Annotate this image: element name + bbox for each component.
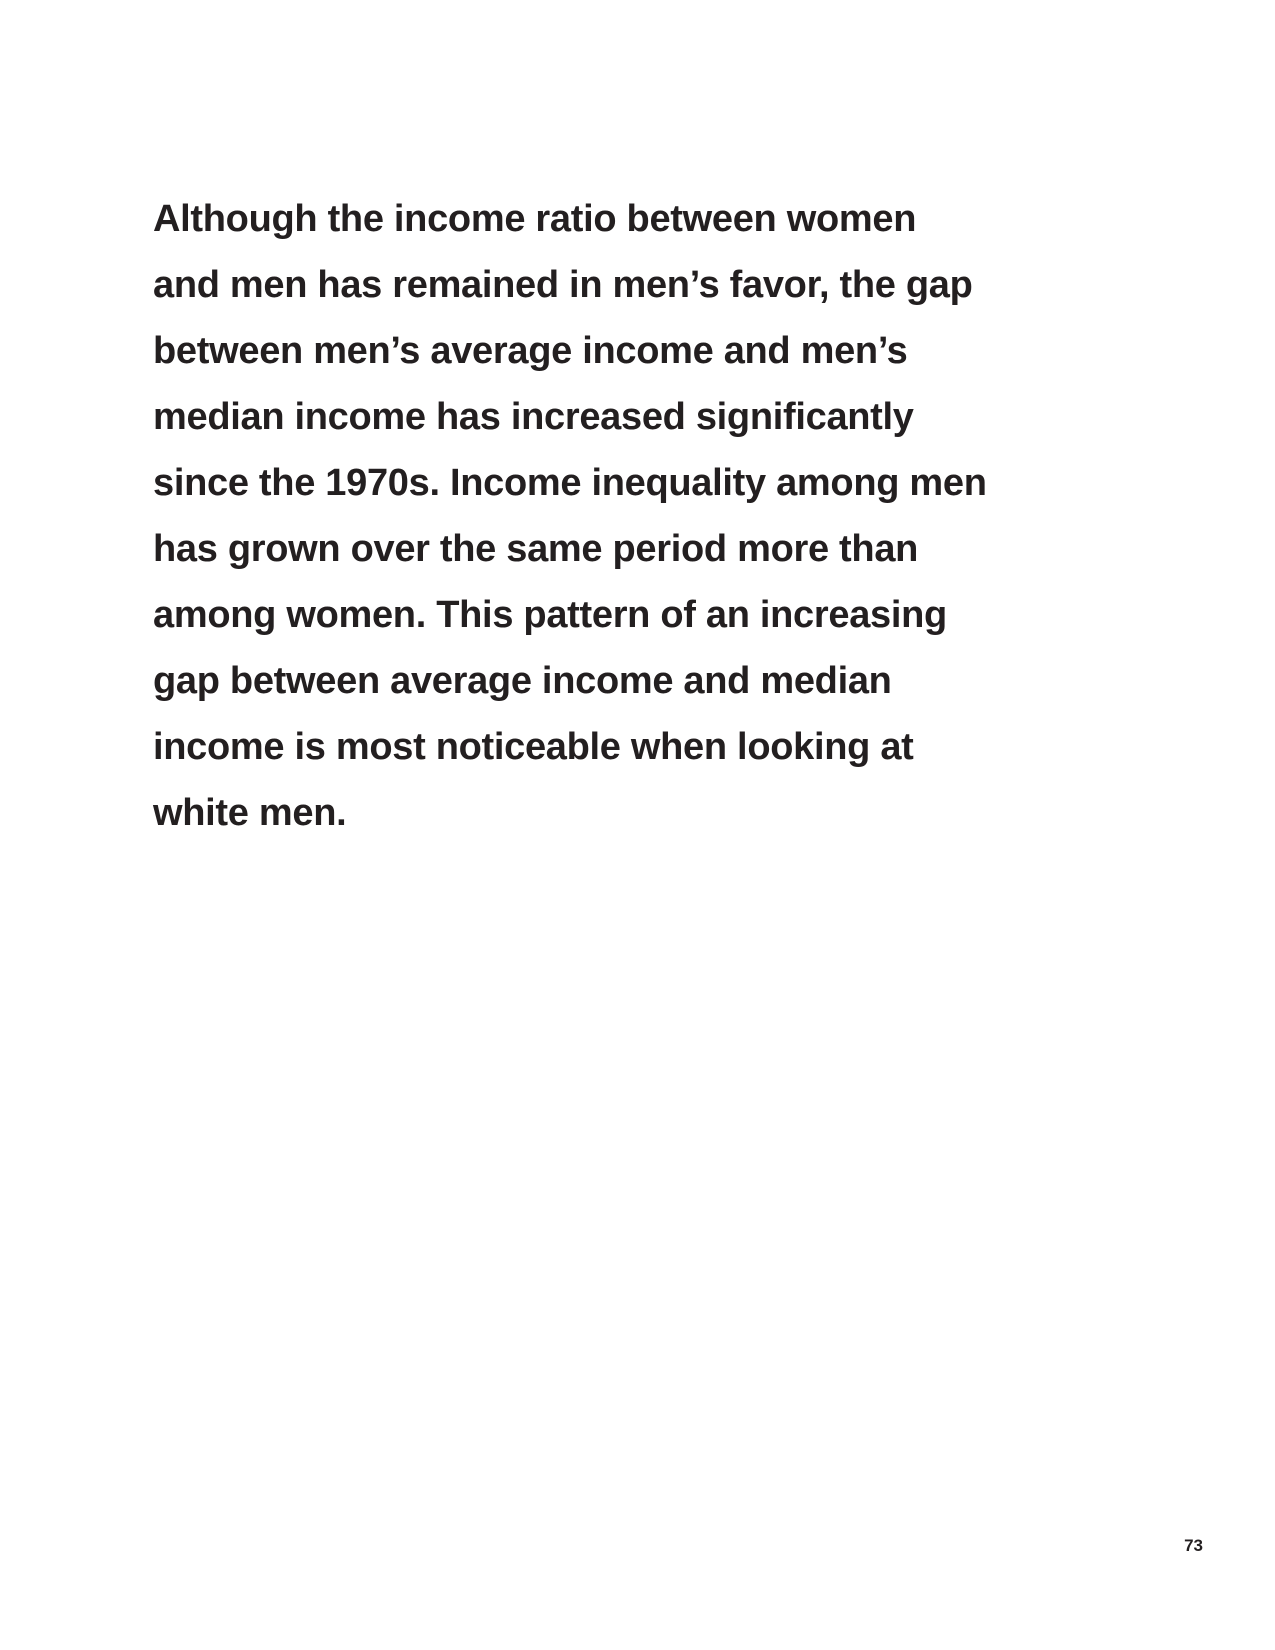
paragraph-line-3: between men’s average income and men’s <box>153 330 908 372</box>
paragraph-line-4: median income has increased significantly <box>153 396 914 438</box>
paragraph-line-6: has grown over the same period more than <box>153 528 919 570</box>
paragraph-line-10: white men. <box>153 792 347 834</box>
body-paragraph <box>153 186 1053 846</box>
paragraph-line-9: income is most noticeable when looking at <box>153 726 914 768</box>
paragraph-line-2: and men has remained in men’s favor, the gap <box>153 264 973 306</box>
paragraph-line-7: among women. This pattern of an increasing <box>153 594 947 636</box>
page-number: 73 <box>1184 1536 1203 1555</box>
paragraph-line-1: Although the income ratio between women <box>153 198 917 240</box>
paragraph-line-5: since the 1970s. Income inequality among men <box>153 462 987 504</box>
paragraph-line-8: gap between average income and median <box>153 660 892 702</box>
